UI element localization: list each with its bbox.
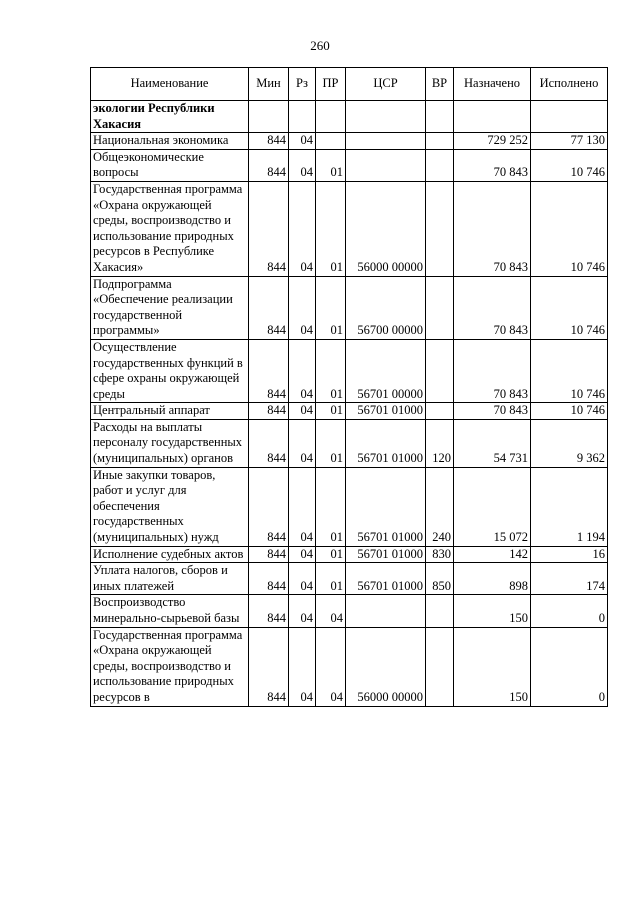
cell-name: Воспроизводство минерально-сырьевой базы	[91, 595, 249, 627]
cell-executed: 16	[531, 546, 608, 563]
cell-csr: 56700 00000	[346, 276, 426, 339]
cell-executed: 0	[531, 595, 608, 627]
header-vr: ВР	[426, 68, 454, 101]
cell-assigned: 70 843	[454, 181, 531, 276]
cell-name: Центральный аппарат	[91, 403, 249, 420]
cell-min: 844	[249, 276, 289, 339]
cell-csr: 56701 01000	[346, 563, 426, 595]
cell-assigned: 150	[454, 627, 531, 706]
cell-rz: 04	[289, 276, 316, 339]
cell-pr	[316, 133, 346, 150]
cell-rz: 04	[289, 149, 316, 181]
table-row	[91, 403, 608, 420]
cell-vr	[426, 403, 454, 420]
cell-vr	[426, 181, 454, 276]
cell-csr: 56701 01000	[346, 419, 426, 467]
cell-pr: 04	[316, 595, 346, 627]
cell-rz: 04	[289, 403, 316, 420]
cell-assigned	[454, 101, 531, 133]
cell-vr: 850	[426, 563, 454, 595]
cell-csr	[346, 101, 426, 133]
cell-vr: 120	[426, 419, 454, 467]
cell-executed: 10 746	[531, 181, 608, 276]
cell-rz: 04	[289, 339, 316, 402]
cell-vr	[426, 101, 454, 133]
table-row	[91, 181, 608, 276]
cell-executed: 10 746	[531, 149, 608, 181]
cell-vr	[426, 276, 454, 339]
cell-min	[249, 101, 289, 133]
cell-executed: 174	[531, 563, 608, 595]
cell-pr: 01	[316, 419, 346, 467]
table-row	[91, 276, 608, 339]
header-min: Мин	[249, 68, 289, 101]
cell-assigned: 70 843	[454, 403, 531, 420]
cell-csr: 56701 01000	[346, 403, 426, 420]
cell-rz	[289, 101, 316, 133]
cell-name: Иные закупки товаров, работ и услуг для обеспечения государственных (муниципальных) нужд	[91, 467, 249, 546]
cell-vr	[426, 133, 454, 150]
table-row	[91, 419, 608, 467]
table-row	[91, 339, 608, 402]
cell-min: 844	[249, 149, 289, 181]
header-name: Наименование	[91, 68, 249, 101]
cell-name: Общеэкономические вопросы	[91, 149, 249, 181]
cell-executed	[531, 101, 608, 133]
cell-rz: 04	[289, 467, 316, 546]
header-rz: Рз	[289, 68, 316, 101]
cell-min: 844	[249, 419, 289, 467]
cell-csr: 56000 00000	[346, 181, 426, 276]
cell-pr: 01	[316, 403, 346, 420]
cell-rz: 04	[289, 419, 316, 467]
cell-assigned: 898	[454, 563, 531, 595]
cell-assigned: 70 843	[454, 339, 531, 402]
table-row	[91, 101, 608, 133]
cell-csr: 56701 00000	[346, 339, 426, 402]
cell-executed: 10 746	[531, 339, 608, 402]
cell-rz: 04	[289, 627, 316, 706]
cell-pr: 01	[316, 563, 346, 595]
cell-min: 844	[249, 563, 289, 595]
cell-assigned: 70 843	[454, 276, 531, 339]
cell-rz: 04	[289, 546, 316, 563]
cell-min: 844	[249, 467, 289, 546]
cell-csr: 56000 00000	[346, 627, 426, 706]
cell-assigned: 142	[454, 546, 531, 563]
cell-name: Национальная экономика	[91, 133, 249, 150]
cell-pr: 01	[316, 467, 346, 546]
cell-rz: 04	[289, 595, 316, 627]
page-number: 260	[310, 38, 330, 53]
cell-executed: 0	[531, 627, 608, 706]
cell-assigned: 54 731	[454, 419, 531, 467]
cell-min: 844	[249, 546, 289, 563]
table-header-row	[91, 68, 608, 101]
header-pr: ПР	[316, 68, 346, 101]
cell-pr: 01	[316, 339, 346, 402]
cell-min: 844	[249, 339, 289, 402]
cell-vr	[426, 595, 454, 627]
cell-assigned: 70 843	[454, 149, 531, 181]
cell-assigned: 729 252	[454, 133, 531, 150]
cell-executed: 10 746	[531, 403, 608, 420]
table-body	[91, 101, 608, 707]
cell-min: 844	[249, 595, 289, 627]
cell-name: Государственная программа «Охрана окружающей среды, воспроизводство и использование природных ресурсов в Республике Хакасия»	[91, 181, 249, 276]
cell-min: 844	[249, 403, 289, 420]
table-row	[91, 627, 608, 706]
cell-executed: 1 194	[531, 467, 608, 546]
header-assigned: Назначено	[454, 68, 531, 101]
table-row	[91, 563, 608, 595]
cell-pr: 01	[316, 276, 346, 339]
cell-rz: 04	[289, 563, 316, 595]
cell-csr: 56701 01000	[346, 467, 426, 546]
cell-pr: 01	[316, 149, 346, 181]
cell-pr: 04	[316, 627, 346, 706]
table-row	[91, 546, 608, 563]
cell-pr: 01	[316, 181, 346, 276]
cell-vr	[426, 149, 454, 181]
table-row	[91, 133, 608, 150]
cell-name: Подпрограмма «Обеспечение реализации государственной программы»	[91, 276, 249, 339]
cell-vr: 830	[426, 546, 454, 563]
cell-rz: 04	[289, 181, 316, 276]
cell-assigned: 150	[454, 595, 531, 627]
table-row	[91, 149, 608, 181]
cell-executed: 9 362	[531, 419, 608, 467]
table-row	[91, 467, 608, 546]
cell-executed: 10 746	[531, 276, 608, 339]
header-csr: ЦСР	[346, 68, 426, 101]
cell-name: Осуществление государственных функций в сфере охраны окружающей среды	[91, 339, 249, 402]
cell-min: 844	[249, 133, 289, 150]
cell-name: Исполнение судебных актов	[91, 546, 249, 563]
cell-pr	[316, 101, 346, 133]
cell-rz: 04	[289, 133, 316, 150]
cell-name: экологии Республики Хакасия	[91, 101, 249, 133]
cell-vr: 240	[426, 467, 454, 546]
cell-csr	[346, 133, 426, 150]
cell-csr	[346, 149, 426, 181]
cell-pr: 01	[316, 546, 346, 563]
cell-min: 844	[249, 627, 289, 706]
cell-assigned: 15 072	[454, 467, 531, 546]
cell-executed: 77 130	[531, 133, 608, 150]
cell-name: Расходы на выплаты персоналу государственных (муниципальных) органов	[91, 419, 249, 467]
header-executed: Исполнено	[531, 68, 608, 101]
cell-name: Государственная программа «Охрана окружающей среды, воспроизводство и использование природных ресурсов в	[91, 627, 249, 706]
cell-csr	[346, 595, 426, 627]
budget-table	[90, 67, 608, 707]
cell-min: 844	[249, 181, 289, 276]
cell-vr	[426, 627, 454, 706]
cell-vr	[426, 339, 454, 402]
table-row	[91, 595, 608, 627]
cell-csr: 56701 01000	[346, 546, 426, 563]
cell-name: Уплата налогов, сборов и иных платежей	[91, 563, 249, 595]
